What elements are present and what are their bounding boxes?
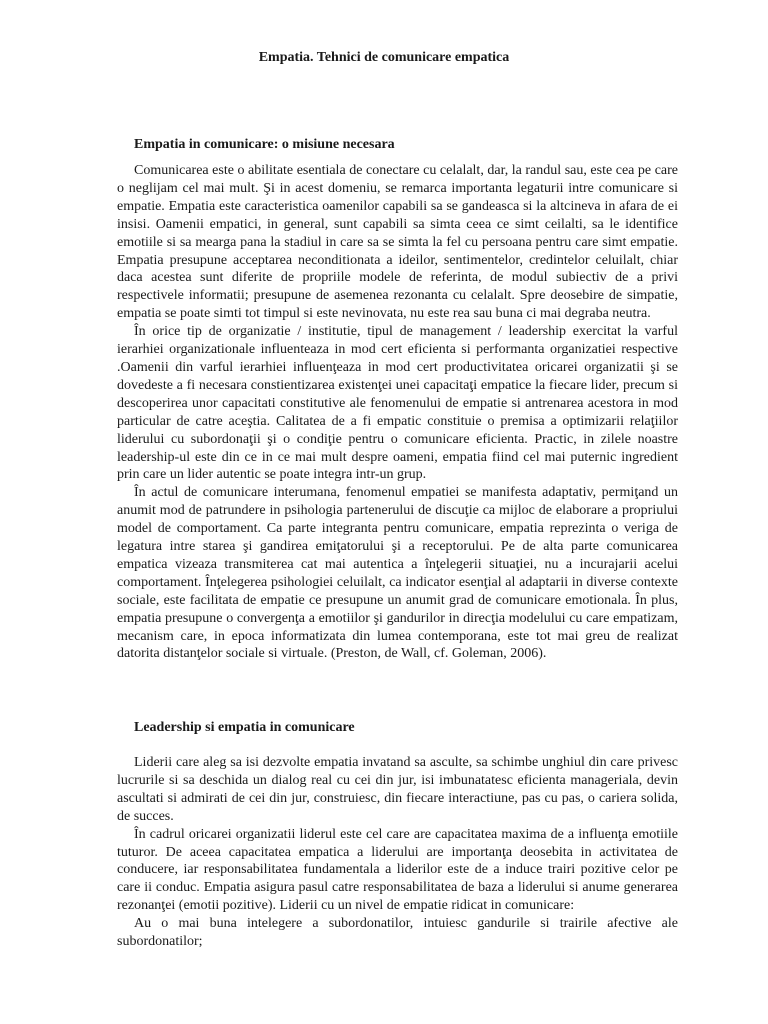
paragraph: Comunicarea este o abilitate esentiala de conectare cu celalalt, dar, la randul sau, este cea pe care o neglijam cel mai mult. Şi in acest domeniu, se remarca importanta legaturii intre comunicare si empatie. Empatia este caracteristica oamenilor capabili sa se gandeasca si la altcineva in afara de ei insisi. Oamenii empatici, in general, sunt capabili sa simta ceea ce simt ceilalti, sa le identifice emotiile si sa mearga pana la stadiul in care sa se simta la fel cu persoana pentru care simt empatie. Empatia presupune acceptarea neconditionata a ideilor, sentimentelor, credintelor celuilalt, chiar daca acestea sunt diferite de propriile modele de referinta, de modul subiectiv de a privi respectivele informatii; presupune de asemenea rezonanta cu celalalt. Spre deosebire de simpatie, empatia se poate simti tot timpul si este nevinovata, nu este rea sau buna ci mai degraba neutra. [117, 163, 678, 322]
section-heading-leadership-and-empathy: Leadership si empatia in comunicare [134, 720, 355, 735]
section-body-empathy-in-communication [117, 162, 678, 663]
document-title: Empatia. Tehnici de comunicare empatica [258, 50, 510, 65]
paragraph: În actul de comunicare interumana, fenomenul empatiei se manifesta adaptativ, permiţand un anumit mod de patrundere in psihologia partenerului de discuţie ca mijloc de elaborare a propriului model de comportament. Ca parte integranta pentru comunicare, empatia reprezinta o veriga de legatura intre starea şi gandirea emiţatorului şi a receptorului. Pe de alta parte comunicarea empatica vizeaza transmiterea cat mai autentica a înţelegerii situaţiei, nu a incurajarii acelui comportament. Înţelegerea psihologiei celuilalt, ca indicator esenţial al adaptarii in diverse contexte sociale, este facilitata de empatie ce presupune un anumit grad de comunicare emotionala. În plus, empatia presupune o convergenţa a emotiilor şi gandurilor in direcţia modelului cu care empatizam, mecanism care, in epoca informatizata din lumea contemporana, este tot mai greu de realizat datorita distanţelor sociale si virtuale. (Preston, de Wall, cf. Goleman, 2006). [117, 485, 678, 662]
section-heading-empathy-in-communication: Empatia in comunicare: o misiune necesara [134, 137, 395, 152]
paragraph: În orice tip de organizatie / institutie, tipul de management / leadership exercitat la varful ierarhiei organizationale influenteaza in mod cert eficienta si performanta organizatiei respective .Oamenii din varful ierarhiei influenţeaza in mod cert productivitatea oricarei organizatii şi se dovedeste a fi necesara constientizarea existenţei unei capacitaţi empatice la fiecare lider, precum si descoperirea unor capacitati constitutive ale fenomenului de empatie si antrenarea acestora in mod particular de catre aceştia. Calitatea de a fi empatic constituie o premisa a optimizarii relaţiilor liderului cu subordonaţii şi o condiţie pentru o comunicare eficienta. Practic, in zilele noastre leadership-ul este din ce in ce mai mult despre oameni, empatia fiind cel mai puternic ingredient prin care un lider autentic se poate integra intr-un grup. [117, 324, 678, 483]
paragraph: În cadrul oricarei organizatii liderul este cel care are capacitatea maxima de a influenţa emotiile tuturor. De aceea capacitatea empatica a liderului are importanţa deosebita in activitatea de conducere, iar responsabilitatea fundamentala a liderilor este de a induce trairi pozitive celor pe care ii conduc. Empatia asigura pasul catre responsabilitatea de baza a liderului si anume generarea rezonanţei (emotii pozitive). Liderii cu un nivel de empatie ridicat in comunicare: [117, 826, 678, 914]
paragraph: Au o mai buna intelegere a subordonatilor, intuiesc gandurile si trairile afective ale subordonatilor; [117, 916, 678, 950]
section-body-leadership-and-empathy [117, 754, 678, 951]
paragraph: Liderii care aleg sa isi dezvolte empatia invatand sa asculte, sa schimbe unghiul din care privesc lucrurile si sa deschida un dialog real cu cei din jur, isi imbunatatesc eficienta manageriala, devin ascultati si admirati de cei din jur, construiesc, din fiecare interactiune, pas cu pas, o cariera solida, de succes. [117, 755, 678, 824]
